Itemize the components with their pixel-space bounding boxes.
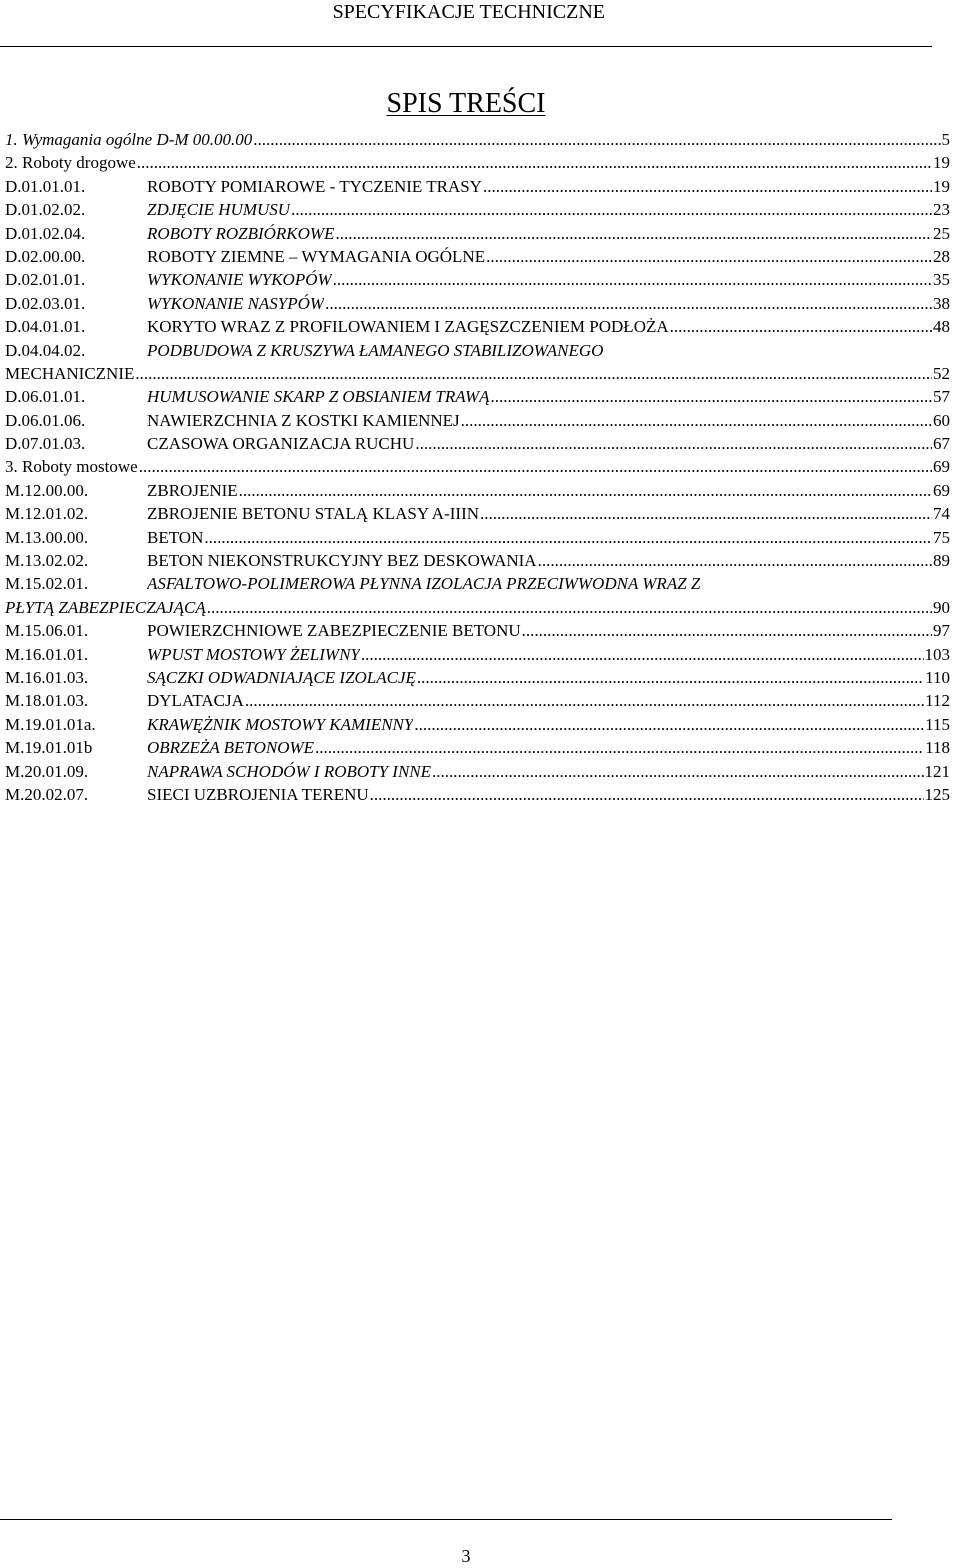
toc-title: SPIS TREŚCI (386, 88, 546, 119)
toc-page: 74 (933, 504, 950, 524)
toc-row[interactable] (5, 151, 950, 174)
toc-section: 3. Roboty mostowe (5, 457, 138, 477)
toc-page: 52 (933, 363, 950, 383)
toc-leader (253, 128, 940, 151)
toc-row[interactable] (5, 713, 950, 736)
toc-leader (325, 292, 932, 315)
toc-row[interactable] (5, 549, 950, 572)
toc-entry-title: POWIERZCHNIOWE ZABEZPIECZENIE BETONU (147, 621, 521, 641)
toc-page: 69 (933, 457, 950, 477)
toc-page: 97 (933, 621, 950, 641)
toc-row[interactable] (5, 339, 950, 362)
toc-code: D.04.01.01. (5, 317, 86, 337)
toc-row[interactable] (5, 222, 950, 245)
toc-code: D.07.01.03. (5, 434, 86, 454)
toc-row-continuation[interactable] (5, 596, 950, 619)
header-rule (0, 46, 932, 47)
toc-row[interactable] (5, 315, 950, 338)
toc-entry-title: ROBOTY ZIEMNE – WYMAGANIA OGÓLNE (147, 246, 486, 266)
toc-leader (370, 783, 924, 806)
toc-page: 38 (933, 293, 950, 313)
toc-code: M.19.01.01b (5, 738, 93, 758)
toc-leader (335, 222, 932, 245)
toc-leader (135, 362, 932, 385)
toc-page: 19 (933, 153, 950, 173)
toc-entry-title: ZDJĘCIE HUMUSU (147, 200, 291, 220)
toc-page: 103 (924, 644, 950, 664)
toc-code: D.01.01.01. (5, 176, 86, 196)
toc-row[interactable] (5, 128, 950, 151)
toc-leader (415, 432, 932, 455)
toc-row[interactable] (5, 455, 950, 478)
toc-entry-title: ROBOTY ROZBIÓRKOWE (147, 223, 335, 243)
toc-code: M.15.02.01. (5, 574, 89, 594)
toc-page: 48 (933, 317, 950, 337)
toc-page: 28 (933, 246, 950, 266)
toc-section: 2. Roboty drogowe (5, 153, 136, 173)
toc-page: 25 (933, 223, 950, 243)
toc-leader (461, 409, 932, 432)
toc-code: D.04.04.02. (5, 340, 86, 360)
toc-code: D.01.02.04. (5, 223, 86, 243)
toc-row[interactable] (5, 292, 950, 315)
toc-page: 60 (933, 410, 950, 430)
toc-row-continuation[interactable] (5, 362, 950, 385)
toc-entry-continuation: PŁYTĄ ZABEZPIECZAJĄCĄ (5, 597, 206, 617)
toc-code: M.12.00.00. (5, 480, 89, 500)
toc-leader (483, 175, 932, 198)
page-header (0, 0, 960, 48)
toc-code: M.16.01.01. (5, 644, 89, 664)
toc-entry-title: WYKONANIE NASYPÓW (147, 293, 325, 313)
toc-entry-title: NAWIERZCHNIA Z KOSTKI KAMIENNEJ (147, 410, 460, 430)
toc-leader (245, 689, 924, 712)
toc-entry-title: CZASOWA ORGANIZACJA RUCHU (147, 434, 415, 454)
toc-page: 67 (933, 434, 950, 454)
toc-entry-title: SIECI UZBROJENIA TERENU (147, 784, 369, 804)
table-of-contents (5, 128, 950, 806)
toc-row[interactable] (5, 689, 950, 712)
toc-leader (414, 713, 924, 736)
toc-code: M.19.01.01a. (5, 714, 96, 734)
toc-entry-title: DYLATACJA (147, 691, 244, 711)
toc-entry-title: ZBROJENIE (147, 480, 238, 500)
toc-page: 118 (925, 738, 950, 758)
toc-leader (491, 385, 932, 408)
toc-row[interactable] (5, 175, 950, 198)
toc-code: D.06.01.01. (5, 387, 86, 407)
toc-row[interactable] (5, 783, 950, 806)
toc-entry-title: BETON NIEKONSTRUKCYJNY BEZ DESKOWANIA (147, 551, 537, 571)
toc-row[interactable] (5, 245, 950, 268)
toc-leader (333, 268, 932, 291)
toc-leader (139, 455, 932, 478)
toc-code: M.13.00.00. (5, 527, 89, 547)
toc-row[interactable] (5, 666, 950, 689)
toc-page: 121 (924, 761, 950, 781)
toc-page: 69 (933, 480, 950, 500)
toc-code: M.13.02.02. (5, 551, 89, 571)
toc-code: M.20.02.07. (5, 784, 89, 804)
toc-leader (291, 198, 932, 221)
toc-page: 90 (933, 597, 950, 617)
toc-leader (137, 151, 932, 174)
toc-code: M.12.01.02. (5, 504, 89, 524)
toc-section: 1. Wymagania ogólne D-M 00.00.00 (5, 130, 253, 149)
toc-page: 57 (933, 387, 950, 407)
toc-leader (670, 315, 932, 338)
toc-entry-title: ZBROJENIE BETONU STALĄ KLASY A-IIIN (147, 504, 480, 524)
toc-leader (417, 666, 924, 689)
toc-leader (480, 502, 932, 525)
toc-entry-continuation: MECHANICZNIE (5, 363, 135, 383)
toc-entry-title: OBRZEŻA BETONOWE (147, 738, 315, 758)
toc-row[interactable] (5, 643, 950, 666)
toc-row[interactable] (5, 479, 950, 502)
toc-code: M.16.01.03. (5, 667, 89, 687)
toc-code: M.20.01.09. (5, 761, 89, 781)
toc-row[interactable] (5, 198, 950, 221)
toc-page: 115 (925, 714, 950, 734)
toc-page: 110 (925, 667, 950, 687)
toc-code: D.02.01.01. (5, 270, 86, 290)
toc-row[interactable] (5, 385, 950, 408)
toc-row[interactable] (5, 432, 950, 455)
toc-page: 89 (933, 551, 950, 571)
toc-entry-title: KORYTO WRAZ Z PROFILOWANIEM I ZAGĘSZCZENIEM PODŁOŻA (147, 317, 669, 337)
toc-row[interactable] (5, 526, 950, 549)
toc-entry-title: PODBUDOWA Z KRUSZYWA ŁAMANEGO STABILIZOWANEGO (147, 340, 604, 360)
toc-leader (315, 736, 924, 759)
toc-entry-title: ROBOTY POMIAROWE - TYCZENIE TRASY (147, 176, 482, 196)
toc-row[interactable] (5, 268, 950, 291)
toc-code: D.01.02.02. (5, 200, 86, 220)
toc-code: D.06.01.06. (5, 410, 86, 430)
toc-page: 23 (933, 200, 950, 220)
toc-code: M.18.01.03. (5, 691, 89, 711)
toc-page: 35 (933, 270, 950, 290)
toc-entry-title: NAPRAWA SCHODÓW I ROBOTY INNE (147, 761, 432, 781)
page-number: 3 (461, 1546, 471, 1566)
toc-page: 5 (941, 130, 950, 149)
toc-entry-title: HUMUSOWANIE SKARP Z OBSIANIEM TRAWĄ (147, 387, 490, 407)
toc-code: D.02.03.01. (5, 293, 86, 313)
toc-row[interactable] (5, 409, 950, 432)
toc-leader (239, 479, 932, 502)
toc-row[interactable] (5, 619, 950, 642)
footer-rule (0, 1519, 892, 1520)
header-title: SPECYFIKACJE TECHNICZNE (332, 1, 605, 23)
toc-entry-title: ASFALTOWO-POLIMEROWA PŁYNNA IZOLACJA PRZECIWWODNA WRAZ Z (147, 574, 701, 594)
toc-row[interactable] (5, 736, 950, 759)
toc-page: 112 (925, 691, 950, 711)
toc-leader (361, 643, 924, 666)
toc-leader (432, 760, 923, 783)
toc-row[interactable] (5, 502, 950, 525)
toc-row[interactable] (5, 572, 950, 595)
toc-code: D.02.00.00. (5, 246, 86, 266)
toc-leader (486, 245, 932, 268)
toc-leader (204, 526, 932, 549)
toc-entry-title: KRAWĘŻNIK MOSTOWY KAMIENNY (147, 714, 414, 734)
toc-entry-title: BETON (147, 527, 204, 547)
toc-page: 75 (933, 527, 950, 547)
toc-entry-title: WYKONANIE WYKOPÓW (147, 270, 332, 290)
toc-entry-title: WPUST MOSTOWY ŻELIWNY (147, 644, 360, 664)
toc-row[interactable] (5, 760, 950, 783)
toc-page: 125 (924, 784, 950, 804)
toc-code: M.15.06.01. (5, 621, 89, 641)
toc-page: 19 (933, 176, 950, 196)
toc-leader (522, 619, 932, 642)
toc-leader (538, 549, 932, 572)
toc-leader (207, 596, 932, 619)
toc-entry-title: SĄCZKI ODWADNIAJĄCE IZOLACJĘ (147, 667, 416, 687)
